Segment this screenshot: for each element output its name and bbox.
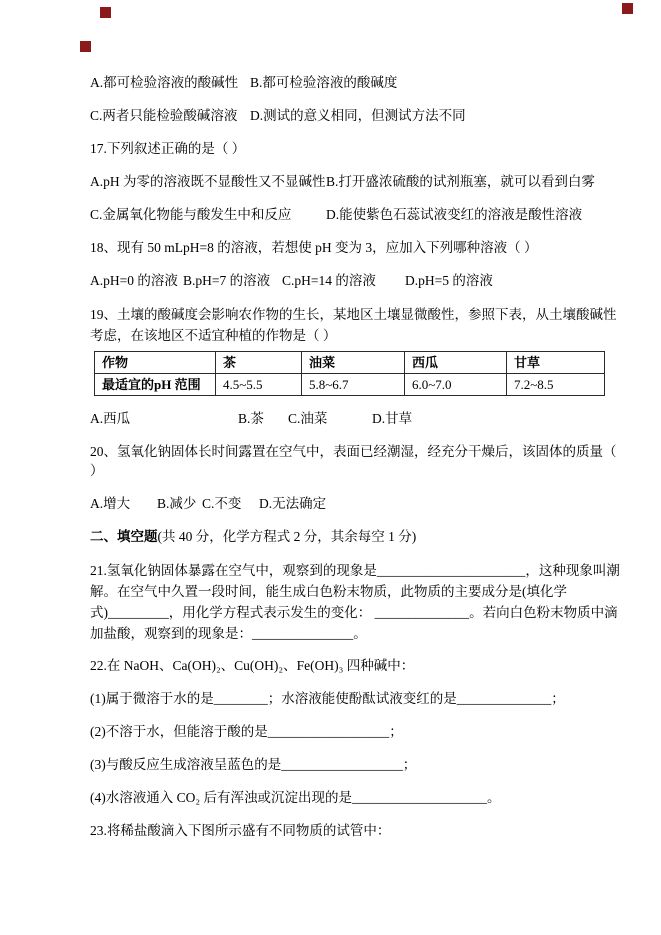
q16-option-a: A.都可检验溶液的酸碱性 bbox=[90, 75, 239, 90]
q19-option-d: D.甘草 bbox=[372, 411, 413, 426]
q19-option-a: A.西瓜 bbox=[90, 411, 131, 426]
table-ph-value: 7.2~8.5 bbox=[507, 374, 605, 396]
q19-option-b: B.茶 bbox=[238, 411, 264, 426]
q20-stem: 20、氢氧化钠固体长时间露置在空气中，表面已经潮湿，经充分干燥后，该固体的质量（ ） bbox=[90, 444, 617, 478]
q17-stem: 17.下列叙述正确的是（ ） bbox=[90, 141, 246, 156]
table-crop-header: 茶 bbox=[216, 352, 302, 374]
q18-stem: 18、现有 50 mLpH=8 的溶液，若想使 pH 变为 3，应加入下列哪种溶液（ ） bbox=[90, 240, 538, 255]
section2-title: 二、填空题 bbox=[90, 529, 158, 544]
table-header-row bbox=[95, 352, 605, 374]
q17-options-row-ab bbox=[90, 172, 622, 191]
q16-options-row-ab bbox=[90, 73, 622, 92]
table-crop-header: 油菜 bbox=[302, 352, 405, 374]
red-marker bbox=[100, 7, 111, 18]
q18-option-b: B.pH=7 的溶液 bbox=[183, 273, 271, 288]
q22-stem: 22.在 NaOH、Ca(OH)₂、Cu(OH)₂、Fe(OH)₃ 四种碱中： bbox=[90, 658, 415, 673]
q22-part-3: (3)与酸反应生成溶液呈蓝色的是__________________； bbox=[90, 757, 417, 772]
q17-option-c: C.金属氧化物能与酸发生中和反应 bbox=[90, 207, 292, 222]
q20-options-row bbox=[90, 494, 622, 513]
q23-stem: 23.将稀盐酸滴入下图所示盛有不同物质的试管中： bbox=[90, 823, 391, 838]
q21-text: 21.氢氧化钠固体暴露在空气中，观察到的现象是______________________，这种现象叫潮解。在空气中久置一段时间，能生成白色粉末物质，此物质的主要成分是(填化学式)_________，用化学方程式表示发生的变化： ______________。若向白色粉末物质中滴加盐酸，观察到的现象是：_______________。 bbox=[90, 563, 620, 641]
q18-option-d: D.pH=5 的溶液 bbox=[405, 273, 493, 288]
q20-option-d: D.无法确定 bbox=[259, 496, 327, 511]
q22-part-4: (4)水溶液通入 CO₂ 后有浑浊或沉淀出现的是____________________。 bbox=[90, 790, 501, 805]
table-row-header: 最适宜的pH 范围 bbox=[95, 374, 216, 396]
q20-option-b: B.减少 bbox=[157, 496, 197, 511]
q17-options-row-cd bbox=[90, 205, 622, 224]
table-ph-value: 5.8~6.7 bbox=[302, 374, 405, 396]
exam-content bbox=[90, 73, 622, 854]
q18-option-c: C.pH=14 的溶液 bbox=[282, 273, 376, 288]
section2-subtitle: (共 40 分，化学方程式 2 分，其余每空 1 分) bbox=[157, 529, 417, 544]
red-marker bbox=[622, 3, 633, 14]
q17-option-d: D.能使紫色石蕊试液变红的溶液是酸性溶液 bbox=[326, 207, 583, 222]
q16-options-row-cd bbox=[90, 106, 622, 125]
q19-option-c: C.油菜 bbox=[288, 411, 328, 426]
q19-crop-ph-table bbox=[94, 351, 605, 396]
q18-options-row bbox=[90, 271, 622, 290]
section2-header bbox=[90, 527, 622, 546]
q20-option-a: A.增大 bbox=[90, 496, 131, 511]
q16-option-c: C.两者只能检验酸碱溶液 bbox=[90, 108, 238, 123]
table-ph-value: 6.0~7.0 bbox=[405, 374, 507, 396]
table-ph-value: 4.5~5.5 bbox=[216, 374, 302, 396]
table-corner-header: 作物 bbox=[95, 352, 216, 374]
q16-option-d: D.测试的意义相同，但测试方法不同 bbox=[250, 108, 466, 123]
q19-options-row bbox=[90, 409, 622, 428]
q19-stem: 19、土壤的酸碱度会影响农作物的生长，某地区土壤显微酸性，参照下表，从土壤酸碱性考虑，在该地区不适宜种植的作物是（ ） bbox=[90, 307, 617, 343]
q16-option-b: B.都可检验溶液的酸碱度 bbox=[250, 75, 398, 90]
q18-option-a: A.pH=0 的溶液 bbox=[90, 273, 178, 288]
q17-option-a: A.pH 为零的溶液既不显酸性又不显碱性 bbox=[90, 174, 326, 189]
q22-part-1: (1)属于微溶于水的是________；水溶液能使酚酞试液变红的是______________； bbox=[90, 691, 565, 706]
q17-option-b: B.打开盛浓硫酸的试剂瓶塞，就可以看到白雾 bbox=[326, 174, 595, 189]
table-crop-header: 甘草 bbox=[507, 352, 605, 374]
q22-part-2: (2)不溶于水，但能溶于酸的是__________________； bbox=[90, 724, 403, 739]
table-crop-header: 西瓜 bbox=[405, 352, 507, 374]
table-value-row bbox=[95, 374, 605, 396]
q20-option-c: C.不变 bbox=[202, 496, 242, 511]
red-marker bbox=[80, 41, 91, 52]
